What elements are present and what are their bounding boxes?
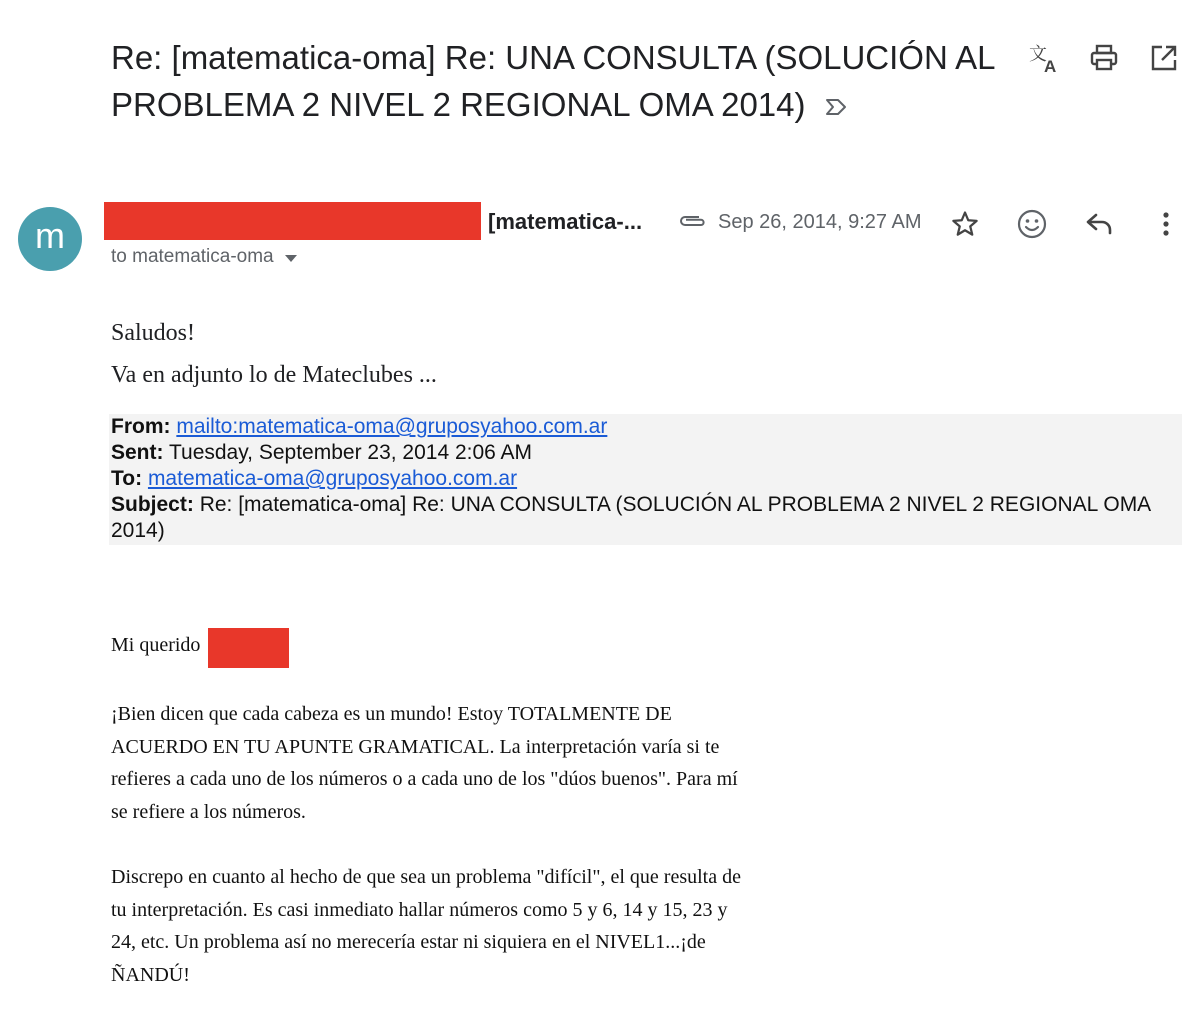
forward-to-link[interactable]: matematica-oma@gruposyahoo.com.ar [147,467,518,490]
paragraph-2: Discrepo en cuanto al hecho de que sea un problema "difícil", el que resulta de tu interpretación. Es casi inmediato hallar números como 5 y 6, 14 y 15, 23 y 24, etc. Un problema así no merecería estar ni siquiera en el NIVEL1...¡de ÑANDÚ! [111,866,741,986]
sender-list-name[interactable]: [matematica-... [488,209,643,234]
forward-sent-row [111,440,1182,466]
subject-toolbar [1024,38,1184,78]
forward-to-row [111,466,1182,492]
paragraph-1: ¡Bien dicen que cada cabeza es un mundo! Estoy TOTALMENTE DE ACUERDO EN TU APUNTE GRAMATICAL. La interpretación varía si te refieres a cada uno de los números o a cada uno de los "dúos buenos". Para mí se refiere a los números. [111,703,738,823]
chevron-down-icon[interactable] [284,247,298,269]
forward-sent-label: Sent: [111,441,164,464]
greeting-line-1: Saludos! [111,320,195,346]
redacted-recipient-name [208,628,289,668]
reply-icon[interactable] [1078,203,1120,245]
important-label-icon[interactable] [824,81,848,128]
emoji-icon[interactable] [1011,203,1053,245]
email-subject [111,34,1011,128]
avatar-letter: m [35,215,65,256]
star-icon[interactable] [944,203,986,245]
forward-subject-value: Re: [matematica-oma] Re: UNA CONSULTA (SOLUCIÓN AL PROBLEMA 2 NIVEL 2 REGIONAL OMA 2014) [111,493,1151,542]
salutation: Mi querido [111,634,201,656]
greeting-line-2: Va en adjunto lo de Mateclubes ... [111,362,437,388]
svg-text:A: A [1044,57,1057,75]
forward-from-row [111,414,1182,440]
recipients-text: to matematica-oma [111,246,274,267]
forward-sent-value: Tuesday, September 23, 2014 2:06 AM [168,441,533,464]
forward-subject-label: Subject: [111,493,194,516]
forward-to-label: To: [111,467,143,490]
print-icon[interactable] [1084,38,1124,78]
open-in-new-window-icon[interactable] [1144,38,1184,78]
svg-text:文: 文 [1029,44,1047,64]
forward-from-link[interactable]: mailto:matematica-oma@gruposyahoo.com.ar [176,415,608,438]
message-intro [111,312,437,396]
forward-subject-row [111,492,1182,544]
message-date: Sep 26, 2014, 9:27 AM [718,211,922,233]
redacted-sender-name [104,202,481,240]
more-vert-icon[interactable] [1145,203,1187,245]
forwarded-header [109,414,1182,545]
recipients-toggle[interactable] [111,245,298,269]
forward-from-label: From: [111,415,171,438]
subject-text: Re: [matematica-oma] Re: UNA CONSULTA (SOLUCIÓN AL PROBLEMA 2 NIVEL 2 REGIONAL OMA 2014) [111,39,995,123]
avatar[interactable] [18,207,82,271]
message-actions [944,203,1187,245]
translate-icon[interactable] [1024,38,1064,78]
attachment-icon [677,212,707,235]
